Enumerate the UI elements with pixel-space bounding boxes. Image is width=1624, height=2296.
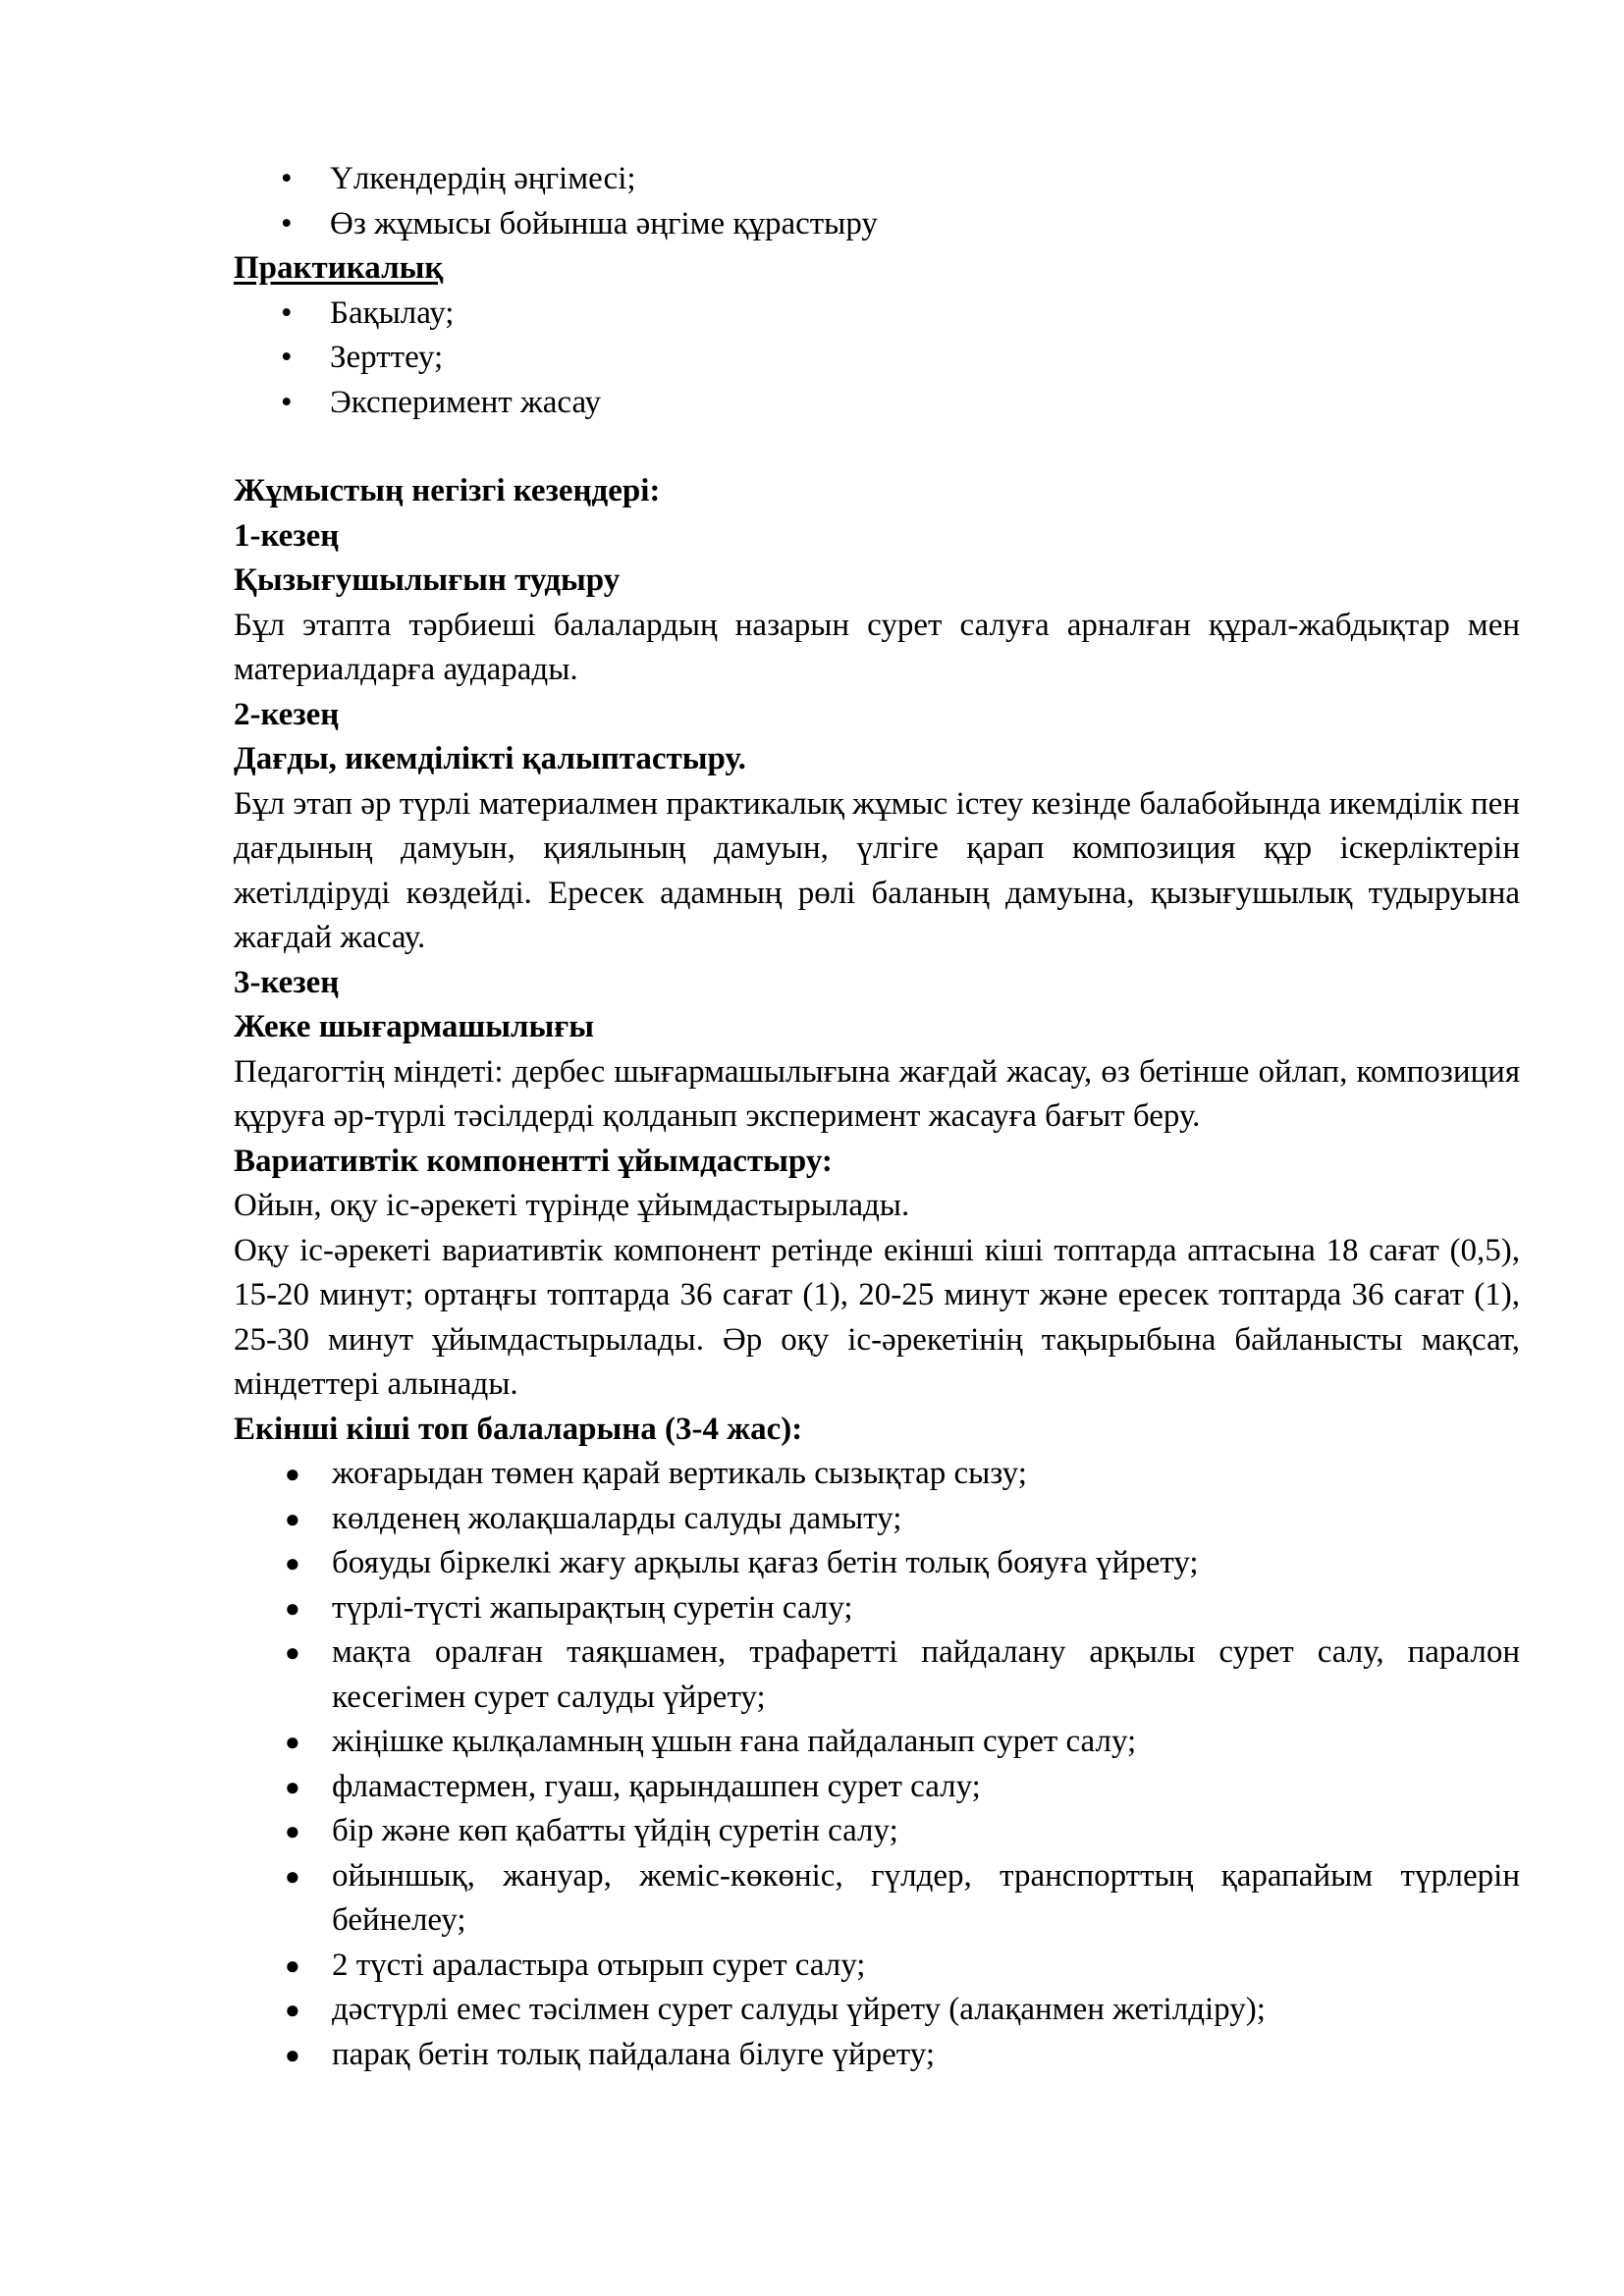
stage-2 [234, 693, 1520, 961]
bullet-icon: ● [285, 1772, 300, 1801]
list-item [234, 1720, 1520, 1765]
stage-3 [234, 961, 1520, 1140]
list-item-text: мақта оралған таяқшамен, трафаретті пайдалану арқылы сурет салу, паралон кесегімен сурет салуды үйрету; [332, 1634, 1520, 1715]
list-item [234, 2033, 1520, 2078]
list-item-text: жіңішке қылқаламның ұшын ғана пайдаланып сурет салу; [332, 1724, 1137, 1759]
list-item-text: фламастермен, гуаш, қарындашпен сурет салу; [332, 1768, 981, 1804]
list-item-text: жоғарыдан төмен қарай вертикаль сызықтар сызу; [332, 1456, 1027, 1491]
bullet-icon: • [281, 384, 293, 420]
list-item-text: Зерттеу; [330, 340, 444, 375]
list-item [234, 1765, 1520, 1810]
stage-text: Бұл этапта тәрбиеші балалардың назарын сурет салуға арналған құрал-жабдықтар мен материалдарға аударады. [234, 607, 1520, 687]
list-item [234, 1630, 1520, 1720]
bullet-icon: ● [285, 1817, 300, 1845]
list-item [234, 1586, 1520, 1631]
list-item [234, 336, 1520, 381]
bullet-icon: • [281, 340, 293, 375]
list-item-text: Өз жұмысы бойынша әңгіме құрастыру [330, 205, 878, 241]
spacer [234, 425, 1520, 469]
stage-text: Бұл этап әр түрлі материалмен практикалық жұмыс істеу кезінде балабойында икемділік пен дағдының дамуын, қиялының дамуын, үлгіге қарап композиция құр іскерліктерін жетілдіруді көздейді. Ересек адамның рөлі баланың дамуына, қызығушылық тудыруына жағдай жасау. [234, 785, 1520, 955]
bullet-icon: ● [285, 1460, 300, 1488]
stage-label: 2-кезең [234, 696, 340, 732]
list-item [234, 157, 1520, 202]
list-item [234, 1944, 1520, 1989]
list-item [234, 1809, 1520, 1854]
list-item-text: ойыншық, жануар, жеміс-көкөніс, гүлдер, транспорттың қарапайым түрлерін бейнелеу; [332, 1857, 1520, 1938]
list-item [234, 1452, 1520, 1497]
bullet-icon: ● [285, 1950, 300, 1980]
intro-list [234, 157, 1520, 246]
bullet-icon: ● [285, 1996, 300, 2024]
list-item-text: 2 түсті араластыра отырып сурет салу; [332, 1947, 866, 1983]
list-item-text: бояуды біркелкі жағу арқылы қағаз бетін толық бояуға үйрету; [332, 1545, 1199, 1580]
stages-heading: Жұмыстың негізгі кезеңдері: [234, 473, 661, 508]
stage-title: Қызығушылығын тудыру [234, 562, 621, 598]
stage-text: Педагогтің міндеті: дербес шығармашылығына жағдай жасау, өз бетінше ойлап, композиция құруға әр-түрлі тәсілдерді қолданып эксперимент жасауға бағыт беру. [234, 1053, 1520, 1134]
list-item-text: дәстүрлі емес тәсілмен сурет салуды үйрету (алақанмен жетілдіру); [332, 1992, 1266, 2027]
document-page [234, 157, 1520, 2077]
stage-1 [234, 514, 1520, 693]
bullet-icon: ● [285, 1861, 300, 1891]
bullet-icon: ● [285, 1638, 300, 1667]
list-item-text: түрлі-түсті жапырақтың суретін салу; [332, 1589, 853, 1626]
list-item [234, 202, 1520, 247]
variative-heading: Вариативтік компонентті ұйымдастыру: [234, 1143, 833, 1179]
list-item-text: Үлкендердің әңгімесі; [330, 161, 636, 196]
variative-line-2: Оқу іс-әрекеті вариативтік компонент ретінде екінші кіші топтарда аптасына 18 сағат (0,5), 15-20 минут; ортаңғы топтарда 36 сағат (1), 20-25 минут және ересек топтарда 36 сағат (1), 25-30 минут ұйымдастырылады. Әр оқу іс-әрекетінің тақырыбына байланысты мақсат, міндеттері алынады. [234, 1232, 1520, 1402]
practical-list [234, 292, 1520, 426]
list-item-text: Эксперимент жасау [330, 384, 601, 420]
younger-group-heading: Екінші кіші топ балаларына (3-4 жас): [234, 1411, 803, 1447]
stage-title: Жеке шығармашылығы [234, 1009, 595, 1044]
list-item [234, 292, 1520, 337]
younger-group-list [234, 1452, 1520, 2077]
bullet-icon: ● [285, 1549, 300, 1577]
bullet-icon: ● [285, 1593, 300, 1623]
bullet-icon: • [281, 205, 293, 241]
list-item-text: Бақылау; [330, 294, 455, 331]
list-item [234, 1497, 1520, 1542]
bullet-icon: • [281, 294, 293, 331]
stage-label: 1-кезең [234, 517, 340, 554]
stage-label: 3-кезең [234, 964, 340, 1000]
bullet-icon: ● [285, 1728, 300, 1756]
practical-heading: Практикалық [234, 250, 444, 286]
list-item [234, 1988, 1520, 2033]
list-item [234, 1854, 1520, 1944]
stage-title: Дағды, икемділікті қалыптастыру. [234, 741, 746, 776]
list-item-text: көлденең жолақшаларды салуды дамыту; [332, 1500, 902, 1536]
bullet-icon: • [281, 161, 293, 196]
list-item [234, 381, 1520, 426]
bullet-icon: ● [285, 1504, 300, 1533]
variative-line-1: Ойын, оқу іс-әрекеті түрінде ұйымдастырылады. [234, 1188, 910, 1223]
list-item-text: бір және көп қабатты үйдің суретін салу; [332, 1813, 898, 1848]
list-item-text: парақ бетін толық пайдалана білуге үйрету; [332, 2036, 936, 2072]
list-item [234, 1541, 1520, 1586]
bullet-icon: ● [285, 2040, 300, 2069]
